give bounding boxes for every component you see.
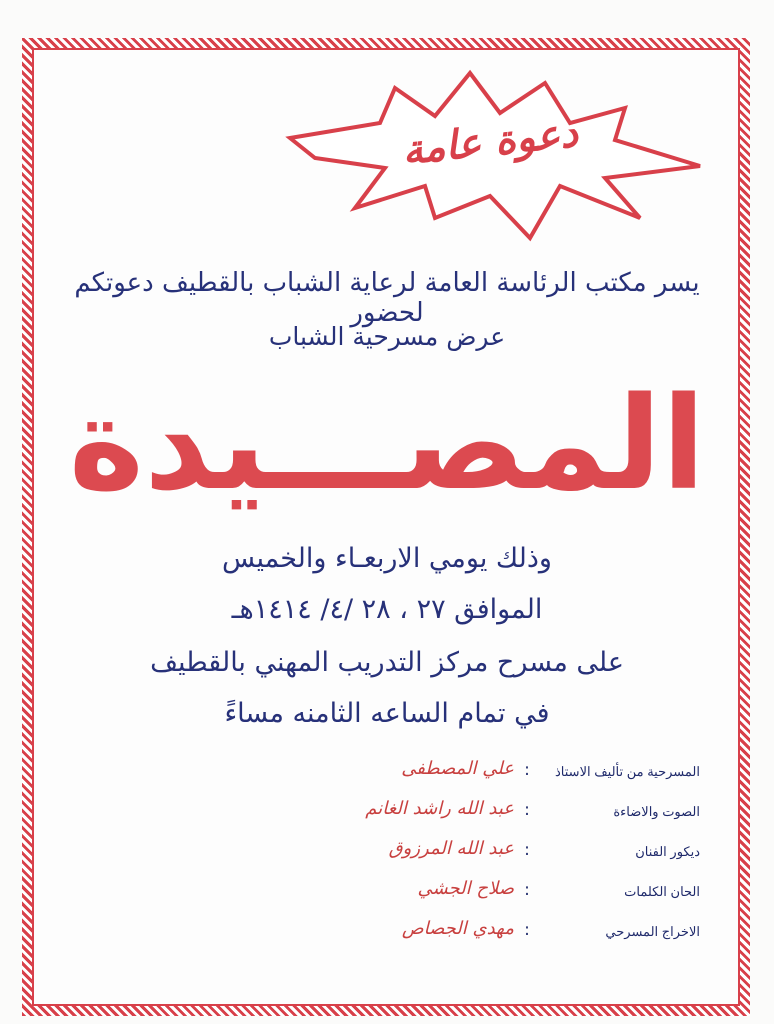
- credit-name: عبد الله المرزوق: [388, 838, 514, 859]
- credit-row: [350, 798, 700, 838]
- credit-role: الاخراج المسرحي: [605, 924, 700, 939]
- play-title: المصـــيدة: [68, 370, 706, 519]
- badge-text: دعوة عامة: [399, 108, 581, 175]
- days-line: وذلك يومي الاربعـاء والخميس: [222, 543, 552, 574]
- credit-name: عبد الله راشد الغانم: [365, 798, 514, 819]
- credit-row: [350, 918, 700, 958]
- intro-line: يسر مكتب الرئاسة العامة لرعاية الشباب بالقطيف دعوتكم لحضور: [74, 268, 700, 328]
- credit-row: [350, 878, 700, 918]
- date-line: الموافق ٢٧ ، ٢٨ /٤/ ١٤١٤هـ: [231, 594, 543, 625]
- credit-row: [350, 758, 700, 798]
- credits-list: [350, 758, 700, 958]
- credit-separator: :: [524, 920, 530, 940]
- credit-name: صلاح الجشي: [417, 878, 514, 899]
- venue-line: على مسرح مركز التدريب المهني بالقطيف: [150, 647, 624, 678]
- credit-separator: :: [524, 760, 530, 780]
- starburst-badge: [285, 68, 705, 248]
- credit-separator: :: [524, 800, 530, 820]
- credit-row: [350, 838, 700, 878]
- credit-role: المسرحية من تأليف الاستاذ: [555, 764, 700, 779]
- credit-separator: :: [524, 880, 530, 900]
- credit-separator: :: [524, 840, 530, 860]
- time-line: في تمام الساعه الثامنه مساءً: [224, 698, 550, 729]
- credit-role: الحان الكلمات: [624, 884, 700, 899]
- intro-subline: عرض مسرحية الشباب: [268, 322, 506, 351]
- credit-name: مهدي الجصاص: [401, 918, 514, 939]
- credit-name: علي المصطفى: [401, 758, 514, 779]
- credit-role: ديكور الفنان: [635, 844, 700, 859]
- credit-role: الصوت والاضاءة: [613, 804, 700, 819]
